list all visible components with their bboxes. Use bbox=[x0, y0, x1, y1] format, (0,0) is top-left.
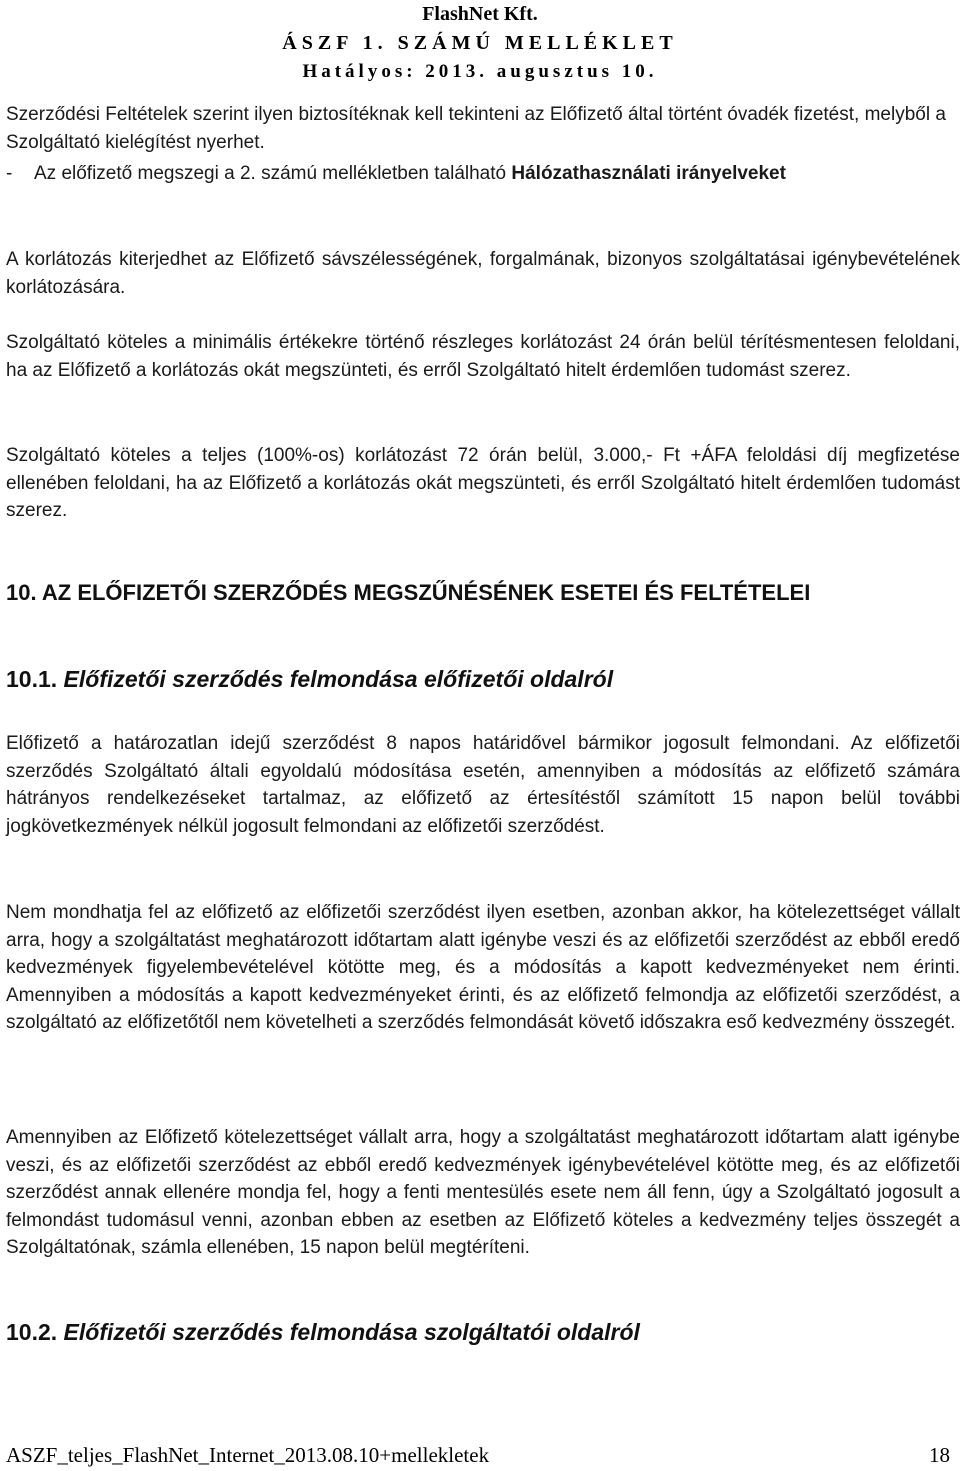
subsection-number: 10.1. bbox=[6, 666, 58, 692]
bullet-text: Az előfizető megszegi a 2. számú mellékletben található bbox=[34, 163, 507, 184]
bullet-item-guidelines bbox=[6, 160, 960, 188]
paragraph-termination-notice: Előfizető a határozatlan idejű szerződést 8 napos határidővel bármikor jogosult felmondani. Az előfizetői szerződés Szolgáltató általi egyoldalú módosítása esetén, amennyiben a módosítás az előfizető számára hátrányos rendelkezéseket tartalmaz, az előfizető az értesítéstől számított 15 napon belül további jogkövetkezmények nélkül jogosult felmondani az előfizetői szerződést. bbox=[6, 733, 960, 837]
paragraph-discount-repayment: Amennyiben az Előfizető kötelezettséget vállalt arra, hogy a szolgáltatást meghatározott időtartam alatt igénybe veszi, és az előfizetői szerződést az ebből eredő kedvezmények igénybevételével kötötte meg, és az előfizetői szerződést annak ellenére mondja fel, hogy a fenti mentesülés esete nem áll fenn, úgy a Szolgáltató jogosult a felmondást tudomásul venni, azonban ebben az esetben az Előfizető köteles a kedvezmény teljes összegét a Szolgáltatónak, számla ellenében, 15 napon belül megtéríteni. bbox=[6, 1127, 960, 1258]
footer-filename: ASZF_teljes_FlashNet_Internet_2013.08.10+mellekletek bbox=[6, 1443, 490, 1467]
subsection-heading-10-2 bbox=[6, 1317, 960, 1347]
section-heading-10: 10. AZ ELŐFIZETŐI SZERZŐDÉS MEGSZŰNÉSÉNEK ESETEI ÉS FELTÉTELEI bbox=[6, 580, 811, 605]
paragraph-restriction-scope: A korlátozás kiterjedhet az Előfizető sávszélességének, forgalmának, bizonyos szolgáltatásai igénybevételének korlátozására. bbox=[6, 249, 960, 298]
subsection-title: Előfizetői szerződés felmondása szolgáltatói oldalról bbox=[63, 1319, 640, 1345]
paragraph-deposit: Szerződési Feltételek szerint ilyen biztosítéknak kell tekinteni az Előfizető által történt óvadék fizetést, melyből a Szolgáltató kielégítést nyerhet. bbox=[6, 104, 946, 153]
bullet-dash: - bbox=[6, 163, 13, 184]
paragraph-full-restriction: Szolgáltató köteles a teljes (100%-os) korlátozást 72 órán belül, 3.000,- Ft +ÁFA feloldási díj megfizetése ellenében feloldani, ha az Előfizető a korlátozás okát megszünteti, és erről Szolgáltató hitelt érdemlően tudomást szerez. bbox=[6, 445, 960, 521]
paragraph-termination-exception: Nem mondhatja fel az előfizető az előfizetői szerződést ilyen esetben, azonban akkor, ha kötelezettséget vállalt arra, hogy a szolgáltatást meghatározott időtartam alatt igénybe veszi és az előfizetői szerződést az ebből eredő kedvezmények figyelembevételével kötötte meg, és a módosítás a kapott kedvezményeket nem érinti. Amennyiben a módosítás a kapott kedvezményeket érinti, és az előfizető felmondja az előfizetői szerződést, a szolgáltató az előfizetőtől nem követelheti a szerződés felmondását követő időszakra eső kedvezmény összegét. bbox=[6, 902, 960, 1033]
company-name: FlashNet Kft. bbox=[422, 3, 538, 25]
annex-title: ÁSZF 1. SZÁMÚ MELLÉKLET bbox=[282, 32, 678, 54]
page-number: 18 bbox=[929, 1443, 950, 1467]
subsection-heading-10-1 bbox=[6, 664, 960, 694]
subsection-title: Előfizetői szerződés felmondása előfizetői oldalról bbox=[63, 666, 614, 692]
paragraph-partial-restriction: Szolgáltató köteles a minimális értékekre történő részleges korlátozást 24 órán belül térítésmentesen feloldani, ha az Előfizető a korlátozás okát megszünteti, és erről Szolgáltató hitelt érdemlően tudomást szerez. bbox=[6, 332, 960, 381]
subsection-number: 10.2. bbox=[6, 1319, 58, 1345]
effective-date: Hatályos: 2013. augusztus 10. bbox=[302, 61, 658, 82]
bullet-bold-text: Hálózathasználati irányelveket bbox=[511, 163, 786, 184]
